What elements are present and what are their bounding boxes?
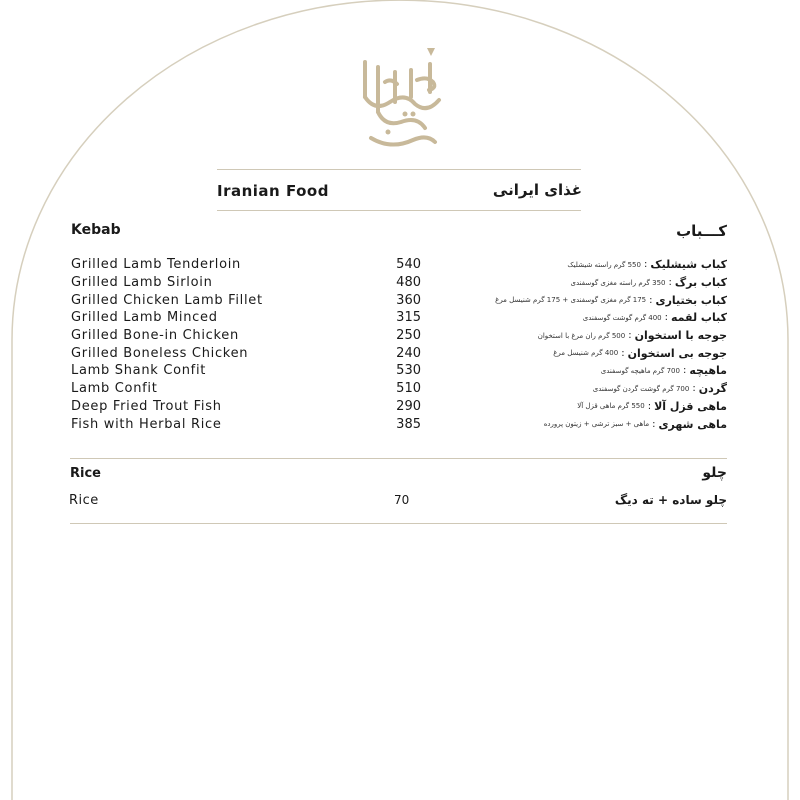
kebab-item-fa bbox=[397, 274, 727, 292]
kebab-item-fa bbox=[397, 256, 727, 274]
kebab-item bbox=[71, 380, 421, 398]
separator: : bbox=[664, 312, 668, 324]
item-desc-fa: 400 گرم گوشت گوسفندی bbox=[582, 313, 662, 322]
item-desc-fa: 700 گرم ماهیچه گوسفندی bbox=[600, 366, 680, 375]
item-desc-fa: 400 گرم شنیسل مرغ bbox=[553, 349, 619, 358]
item-name-fa: کباب بختیاری bbox=[655, 293, 727, 307]
kebab-item bbox=[71, 291, 421, 309]
item-name-fa: ماهی شهری bbox=[658, 417, 727, 431]
item-name-fa: گردن bbox=[698, 382, 727, 396]
item-desc-fa: 175 گرم مغزی گوسفندی + 175 گرم شنیسل مرغ bbox=[495, 296, 647, 305]
item-price: 250 bbox=[396, 328, 421, 344]
item-price: 290 bbox=[396, 398, 421, 414]
item-price: 360 bbox=[396, 292, 421, 308]
separator: : bbox=[652, 418, 656, 430]
kebab-item bbox=[71, 309, 421, 327]
item-price: 480 bbox=[396, 275, 421, 291]
header-title-fa: غذای ایرانی bbox=[492, 181, 582, 199]
separator: : bbox=[643, 259, 648, 271]
kebab-item-fa bbox=[397, 398, 727, 416]
kebab-item-fa bbox=[397, 415, 727, 433]
header-title-en: Iranian Food bbox=[217, 182, 329, 200]
kebab-item-fa bbox=[397, 291, 727, 309]
item-name-fa: کباب لقمه bbox=[671, 311, 727, 325]
item-price: 540 bbox=[396, 257, 421, 273]
header-bottom-divider bbox=[217, 210, 581, 211]
separator: : bbox=[628, 330, 632, 342]
item-name-en: Grilled Lamb Minced bbox=[71, 310, 218, 326]
rice-section-title-en: Rice bbox=[70, 466, 101, 481]
kebab-item bbox=[71, 398, 421, 416]
item-desc-fa: 550 گرم راسته شیشلیک bbox=[567, 260, 641, 269]
item-price: 315 bbox=[396, 310, 421, 326]
rice-item-name-fa: چلو ساده + ته دیگ bbox=[614, 493, 727, 507]
item-name-en: Deep Fried Trout Fish bbox=[71, 398, 222, 414]
kebab-item-fa bbox=[397, 327, 727, 345]
item-name-en: Grilled Bone-in Chicken bbox=[71, 328, 239, 344]
kebab-section-title-fa: کـــباب bbox=[676, 222, 727, 240]
separator: : bbox=[621, 347, 625, 359]
item-name-en: Lamb Confit bbox=[71, 381, 158, 397]
item-name-fa: جوجه با استخوان bbox=[634, 329, 727, 343]
item-price: 385 bbox=[396, 416, 421, 432]
kebab-item bbox=[71, 415, 421, 433]
kebab-item bbox=[71, 344, 421, 362]
item-price: 240 bbox=[396, 345, 421, 361]
rice-top-divider bbox=[70, 458, 727, 459]
item-name-fa: ماهی قزل آلا bbox=[654, 399, 727, 413]
restaurant-logo bbox=[355, 42, 447, 152]
kebab-item bbox=[71, 274, 421, 292]
item-desc-fa: 500 گرم ران مرغ با استخوان bbox=[537, 331, 626, 340]
item-name-fa: کباب شیشلیک bbox=[650, 258, 727, 272]
kebab-list-fa bbox=[397, 256, 727, 433]
item-name-en: Grilled Lamb Tenderloin bbox=[71, 257, 241, 273]
separator: : bbox=[668, 277, 672, 289]
kebab-item bbox=[71, 327, 421, 345]
rice-item-price: 70 bbox=[394, 493, 410, 507]
item-desc-fa: 700 گرم گوشت گردن گوسفندی bbox=[592, 384, 690, 393]
header-top-divider bbox=[217, 169, 581, 170]
kebab-item-fa bbox=[397, 344, 727, 362]
item-name-en: Grilled Lamb Sirloin bbox=[71, 275, 213, 291]
item-desc-fa: 350 گرم راسته مغزی گوسفندی bbox=[570, 278, 666, 287]
separator: : bbox=[647, 400, 652, 412]
kebab-item-fa bbox=[397, 380, 727, 398]
separator: : bbox=[692, 383, 696, 395]
rice-bottom-divider bbox=[70, 523, 727, 524]
kebab-section-title-en: Kebab bbox=[71, 222, 121, 238]
kebab-item bbox=[71, 256, 421, 274]
kebab-item-fa bbox=[397, 362, 727, 380]
item-name-fa: جوجه بی استخوان bbox=[627, 346, 727, 360]
item-name-fa: ماهیچه bbox=[689, 364, 727, 378]
item-desc-fa: ماهی + سبز ترشی + زیتون پرورده bbox=[543, 420, 650, 429]
item-name-en: Grilled Chicken Lamb Fillet bbox=[71, 292, 263, 308]
item-name-fa: کباب برگ bbox=[674, 276, 727, 290]
kebab-list-en bbox=[71, 256, 421, 433]
item-name-en: Lamb Shank Confit bbox=[71, 363, 207, 379]
separator: : bbox=[649, 294, 653, 306]
item-price: 530 bbox=[396, 363, 421, 379]
rice-section-title-fa: چلو bbox=[702, 465, 727, 481]
rice-item-name-en: Rice bbox=[69, 493, 99, 508]
item-name-en: Grilled Boneless Chicken bbox=[71, 345, 249, 361]
item-desc-fa: 550 گرم ماهی قزل آلا bbox=[577, 402, 645, 411]
item-price: 510 bbox=[396, 381, 421, 397]
separator: : bbox=[682, 365, 687, 377]
kebab-item bbox=[71, 362, 421, 380]
item-name-en: Fish with Herbal Rice bbox=[71, 416, 222, 432]
kebab-item-fa bbox=[397, 309, 727, 327]
